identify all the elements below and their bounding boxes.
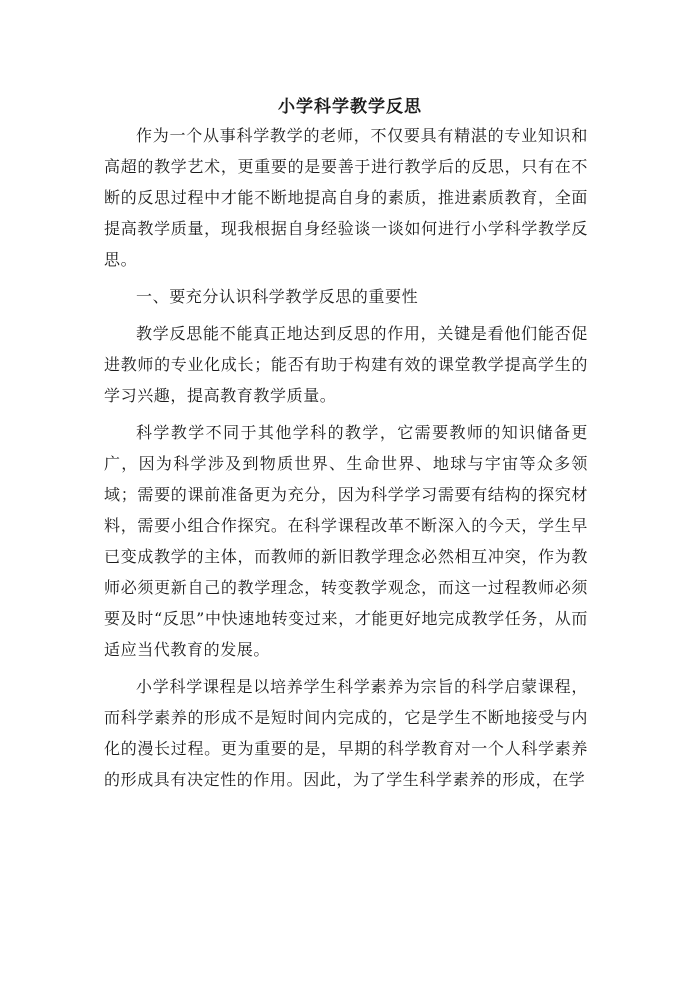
paragraph-science-course: 小学科学课程是以培养学生科学素养为宗旨的科学启蒙课程，而科学素养的形成不是短时间内完成的，它是学生不断地接受与内化的漫长过程。更为重要的是，早期的科学教育对一个人科学素养的形成具有决定性的作用。因此，为了学生科学素养的形成，在学: [104, 677, 588, 789]
paragraph-intro: 作为一个从事科学教学的老师，不仅要具有精湛的专业知识和高超的教学艺术，更重要的是要善于进行教学后的反思，只有在不断的反思过程中才能不断地提高自身的素质，推进素质教育，全面提高教学质量，现我根据自身经验谈一谈如何进行小学科学教学反思。: [104, 126, 588, 269]
paragraph-science-teaching: 科学教学不同于其他学科的教学，它需要教师的知识储备更广，因为科学涉及到物质世界、生命世界、地球与宇宙等众多领域；需要的课前准备更为充分，因为科学学习需要有结构的探究材料，需要小组合作探究。在科学课程改革不断深入的今天，学生早已变成教学的主体，而教师的新旧教学理念必然相互冲突，作为教师必须更新自己的教学理念，转变教学观念，而这一过程教师必须要及时“反思”中快速地转变过来，才能更好地完成教学任务，从而适应当代教育的发展。: [104, 423, 588, 659]
document-body: [104, 120, 588, 795]
section-heading-1: 一、要充分认识科学教学反思的重要性: [136, 287, 419, 306]
document-title: 小学科学教学反思: [278, 97, 422, 117]
paragraph-reflection-role: 教学反思能不能真正地达到反思的作用，关键是看他们能否促进教师的专业化成长；能否有助于构建有效的课堂教学提高学生的学习兴趣，提高教育教学质量。: [104, 324, 588, 405]
